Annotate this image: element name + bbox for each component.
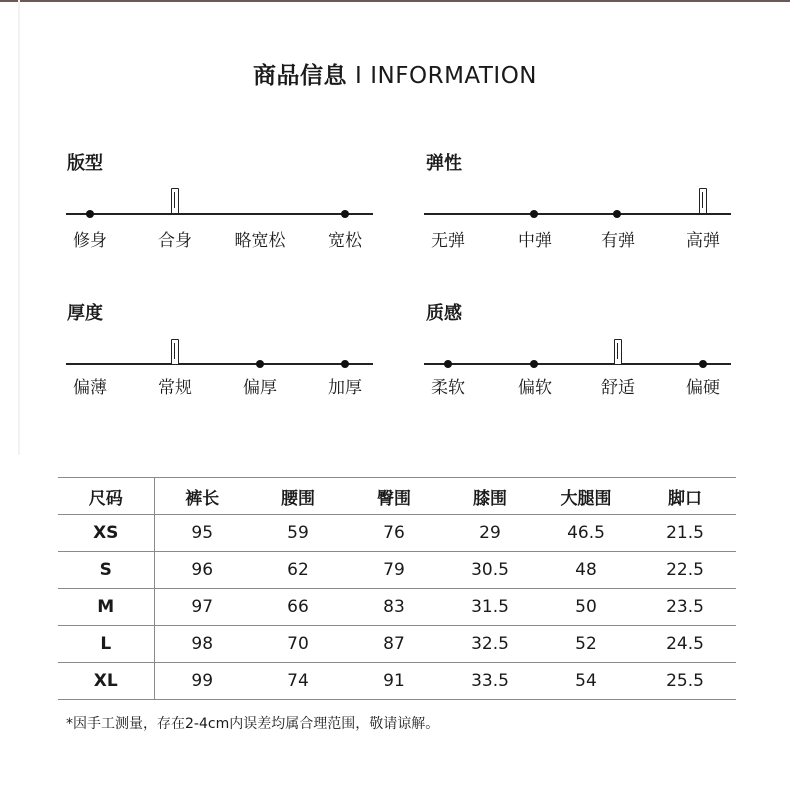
table-cell: 31.5 — [442, 589, 538, 626]
header-size: 尺码 — [58, 478, 154, 515]
table-cell: 98 — [154, 626, 250, 663]
option-dot — [699, 360, 707, 368]
table-cell: 83 — [346, 589, 442, 626]
header-length: 裤长 — [154, 478, 250, 515]
option-label: 无弹 — [431, 231, 465, 251]
top-border-line — [0, 0, 790, 2]
option-label: 有弹 — [601, 231, 635, 251]
attribute-title: 厚度 — [67, 303, 103, 324]
attribute-track — [66, 363, 373, 365]
option-dot — [530, 360, 538, 368]
table-row — [58, 663, 736, 700]
attribute-title: 弹性 — [426, 153, 462, 174]
table-header-row — [58, 478, 736, 515]
table-row — [58, 589, 736, 626]
table-cell: 54 — [538, 663, 634, 700]
table-row — [58, 515, 736, 552]
page-title — [0, 60, 790, 92]
table-cell: 52 — [538, 626, 634, 663]
table-cell: 30.5 — [442, 552, 538, 589]
table-cell: 48 — [538, 552, 634, 589]
attribute-title: 版型 — [67, 153, 103, 174]
option-label: 高弹 — [686, 231, 720, 251]
table-cell: 97 — [154, 589, 250, 626]
size-cell: L — [58, 626, 154, 663]
table-cell: 50 — [538, 589, 634, 626]
table-cell: 95 — [154, 515, 250, 552]
table-cell: 76 — [346, 515, 442, 552]
title-en: INFORMATION — [370, 63, 538, 89]
selected-marker — [171, 339, 179, 365]
measurement-note: *因手工测量，存在2-4cm内误差均属合理范围，敬请谅解。 — [66, 716, 440, 732]
table-cell: 91 — [346, 663, 442, 700]
table-cell: 33.5 — [442, 663, 538, 700]
option-label: 偏硬 — [686, 378, 720, 398]
size-cell: M — [58, 589, 154, 626]
header-hip: 臀围 — [346, 478, 442, 515]
table-cell: 70 — [250, 626, 346, 663]
table-cell: 22.5 — [634, 552, 736, 589]
option-dot — [256, 360, 264, 368]
option-dot — [613, 210, 621, 218]
option-label: 宽松 — [328, 231, 362, 251]
option-label: 加厚 — [328, 378, 362, 398]
table-cell: 87 — [346, 626, 442, 663]
table-cell: 74 — [250, 663, 346, 700]
attribute-title: 质感 — [426, 303, 462, 324]
option-label: 柔软 — [431, 378, 465, 398]
option-label: 常规 — [158, 378, 192, 398]
attribute-track — [424, 213, 731, 215]
option-dot — [86, 210, 94, 218]
option-label: 偏薄 — [73, 378, 107, 398]
option-dot — [530, 210, 538, 218]
selected-marker — [171, 188, 179, 214]
table-cell: 23.5 — [634, 589, 736, 626]
table-cell: 25.5 — [634, 663, 736, 700]
table-cell: 66 — [250, 589, 346, 626]
option-label: 偏厚 — [243, 378, 277, 398]
table-cell: 79 — [346, 552, 442, 589]
attribute-track — [424, 363, 731, 365]
option-label: 合身 — [158, 231, 192, 251]
table-cell: 46.5 — [538, 515, 634, 552]
table-cell: 96 — [154, 552, 250, 589]
size-table — [58, 477, 736, 700]
table-cell: 99 — [154, 663, 250, 700]
title-zh: 商品信息 — [252, 63, 347, 89]
option-label: 修身 — [73, 231, 107, 251]
size-cell: XL — [58, 663, 154, 700]
option-dot — [444, 360, 452, 368]
option-dot — [341, 210, 349, 218]
header-knee: 膝围 — [442, 478, 538, 515]
header-hem: 脚口 — [634, 478, 736, 515]
size-cell: XS — [58, 515, 154, 552]
table-row — [58, 626, 736, 663]
table-cell: 62 — [250, 552, 346, 589]
attribute-track — [66, 213, 373, 215]
header-waist: 腰围 — [250, 478, 346, 515]
table-cell: 21.5 — [634, 515, 736, 552]
option-label: 略宽松 — [234, 231, 286, 251]
table-row — [58, 552, 736, 589]
title-separator: I — [354, 63, 363, 89]
table-cell: 29 — [442, 515, 538, 552]
option-label: 偏软 — [518, 378, 552, 398]
selected-marker — [614, 339, 622, 365]
option-label: 中弹 — [518, 231, 552, 251]
size-cell: S — [58, 552, 154, 589]
option-dot — [341, 360, 349, 368]
table-cell: 24.5 — [634, 626, 736, 663]
table-cell: 59 — [250, 515, 346, 552]
selected-marker — [699, 188, 707, 214]
option-label: 舒适 — [601, 378, 635, 398]
header-thigh: 大腿围 — [538, 478, 634, 515]
table-cell: 32.5 — [442, 626, 538, 663]
